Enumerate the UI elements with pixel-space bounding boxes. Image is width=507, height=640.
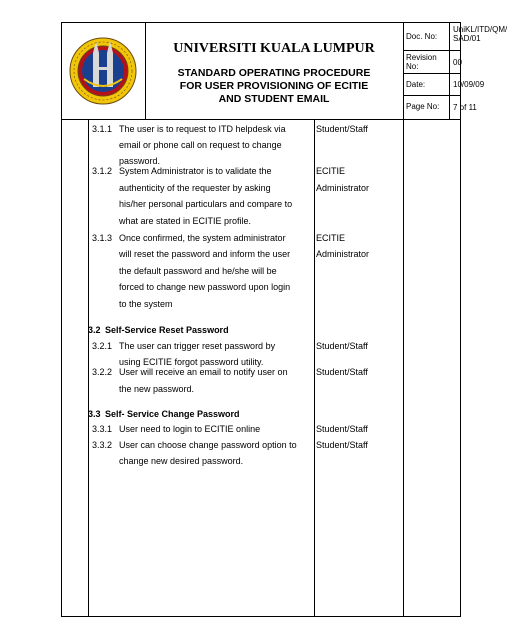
step-text-line: to the system: [119, 299, 173, 309]
step-role: Student/Staff: [316, 124, 368, 134]
step-role: Administrator: [316, 183, 370, 193]
step-number: 3.1.3: [92, 233, 113, 243]
column-divider: [314, 120, 315, 616]
step-number: 3.2.1: [92, 341, 113, 351]
document-header: [61, 22, 507, 120]
step-role: Administrator: [316, 249, 370, 259]
step-text-line: User need to login to ECITIE online: [119, 424, 261, 434]
step-text-line: User can choose change password option to: [119, 440, 297, 450]
step-number: 3.2.2: [92, 367, 113, 377]
column-divider: [403, 120, 404, 616]
document-meta: [403, 23, 507, 119]
section-title: Self- Service Change Password: [105, 409, 240, 419]
meta-value: 10/09/09: [453, 80, 485, 89]
step-role: ECITIE: [316, 166, 346, 176]
meta-label: Page No:: [403, 96, 450, 119]
meta-doc-no: [403, 23, 507, 51]
step-role: Student/Staff: [316, 440, 368, 450]
column-divider: [88, 120, 89, 616]
step-text-line: System Administrator is to validate the: [119, 166, 272, 176]
step-role: Student/Staff: [316, 341, 368, 351]
step-role: Student/Staff: [316, 367, 368, 377]
step-text-line: The user can trigger reset password by: [119, 341, 276, 351]
step-text-line: the default password and he/she will be: [119, 266, 277, 276]
section-number: 3.2: [88, 325, 101, 335]
meta-label: Revision No:: [403, 51, 450, 73]
meta-date: [403, 74, 485, 96]
procedure-title-line: FOR USER PROVISIONING OF ECITIE: [179, 80, 369, 92]
meta-value: UniKL/ITD/QM/ SAD/01: [453, 25, 507, 43]
meta-label: Doc. No:: [403, 23, 450, 50]
section-title: Self-Service Reset Password: [105, 325, 229, 335]
step-role: Student/Staff: [316, 424, 368, 434]
meta-value: 00: [453, 58, 462, 67]
step-text-line: The user is to request to ITD helpdesk via: [119, 124, 286, 134]
step-text-line: the new password.: [119, 384, 195, 394]
step-text-line: what are stated in ECITIE profile.: [119, 216, 252, 226]
step-text-line: Once confirmed, the system administrator: [119, 233, 286, 243]
meta-value: 7 of 11: [453, 103, 477, 112]
meta-revision: [403, 51, 460, 74]
procedure-title-line: STANDARD OPERATING PROCEDURE: [177, 67, 371, 79]
step-text-line: email or phone call on request to change: [119, 140, 282, 150]
step-text-line: change new desired password.: [119, 456, 244, 466]
step-text-line: using ECITIE forgot password utility.: [119, 357, 264, 367]
unikl-logo-icon: [62, 23, 145, 119]
procedure-title: [145, 67, 403, 106]
meta-page-no: [403, 96, 477, 119]
step-number: 3.3.2: [92, 440, 113, 450]
step-number: 3.1.1: [92, 124, 113, 134]
step-text-line: his/her personal particulars and compare to: [119, 199, 293, 209]
procedure-title-line: AND STUDENT EMAIL: [218, 93, 330, 105]
university-name: UNIVERSITI KUALA LUMPUR: [173, 41, 375, 56]
step-text-line: User will receive an email to notify user on: [119, 367, 288, 377]
step-text-line: password.: [119, 156, 161, 166]
step-number: 3.3.1: [92, 424, 113, 434]
step-role: ECITIE: [316, 233, 346, 243]
section-number: 3.3: [88, 409, 101, 419]
logo-cell: [62, 23, 146, 119]
step-text-line: will reset the password and inform the user: [119, 249, 291, 259]
step-number: 3.1.2: [92, 166, 113, 176]
title-cell: [145, 23, 404, 119]
step-text-line: forced to change new password upon login: [119, 282, 291, 292]
step-text-line: authenticity of the requester by asking: [119, 183, 271, 193]
meta-label: Date:: [403, 74, 450, 95]
